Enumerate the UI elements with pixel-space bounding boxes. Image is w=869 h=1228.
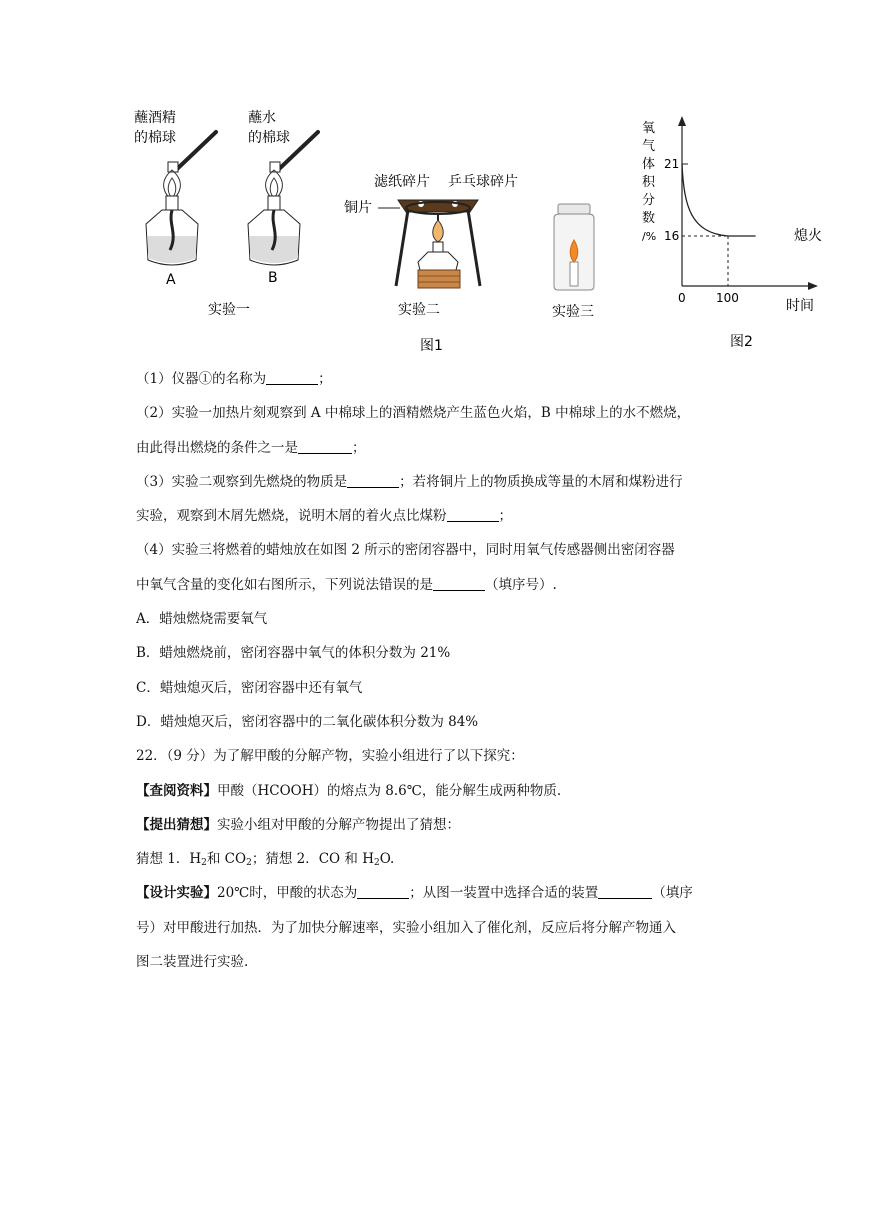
label-pingpong: 乒乓球碎片 [448, 174, 518, 190]
label-alcohol-cotton-2: 的棉球 [134, 130, 176, 146]
design-blank-1 [357, 883, 409, 899]
option-c: C．蜡烛熄灭后，密闭容器中还有氧气 [136, 679, 363, 696]
copper-plate-apparatus [344, 173, 518, 318]
design-text-b: ；从图一装置中选择合适的装置 [409, 885, 599, 902]
ylabel-unit: /% [642, 230, 657, 243]
q3-text-a: （3）实验二观察到先燃烧的物质是 [136, 473, 348, 490]
guess-1-a: 猜想 1．H [136, 851, 202, 868]
lamp-a-label: A [166, 272, 176, 288]
figure-2-title: 图2 [730, 334, 753, 350]
guess-1-b: 和 CO [206, 851, 247, 868]
q22-heading: 22．（9 分）为了解甲酸的分解产物，实验小组进行了以下探究： [136, 748, 524, 765]
q1-blank [266, 369, 318, 385]
x-tick-100: 100 [716, 291, 739, 305]
q3-line2 [136, 499, 756, 533]
guess-2-b: O. [379, 851, 395, 868]
ylabel-char-2: 气 [642, 139, 656, 154]
q3-blank-1 [347, 472, 399, 488]
ylabel-char-5: 分 [642, 193, 656, 208]
y-tick-16: 16 [664, 229, 680, 243]
option-d: D．蜡烛熄灭后，密闭容器中的二氧化碳体积分数为 84% [136, 713, 479, 730]
reference-tag: 【查阅资料】 [136, 782, 217, 799]
ylabel-char-6: 数 [642, 211, 656, 226]
guesses [136, 842, 756, 876]
ylabel-char-4: 积 [642, 175, 656, 190]
q2-text: 由此得出燃烧的条件之一是 [136, 439, 298, 456]
option-b: B．蜡烛燃烧前，密闭容器中氧气的体积分数为 21% [136, 645, 451, 662]
candle-jar [552, 204, 594, 320]
q1-end: ； [318, 371, 332, 387]
q4-line1: （4）实验三将燃着的蜡烛放在如图 2 所示的密闭容器中，同时用氧气传感器侧出密闭容器 [136, 542, 675, 559]
design-line2: 号）对甲酸进行加热．为了加快分解速率，实验小组加入了催化剂，反应后将分解产物通入 [136, 919, 676, 936]
q3-end: ； [498, 508, 512, 525]
label-copper-plate: 铜片 [344, 200, 372, 216]
q2-line1: （2）实验一加热片刻观察到 A 中棉球上的酒精燃烧产生蓝色火焰，B 中棉球上的水不燃烧， [136, 405, 691, 422]
design-tag: 【设计实验】 [136, 885, 217, 902]
q2-blank [298, 438, 352, 454]
figure-1-title: 图1 [420, 338, 443, 354]
oxygen-curve [682, 164, 756, 236]
hypothesis-text: 实验小组对甲酸的分解产物提出了猜想： [217, 816, 460, 833]
ylabel-char-3: 体 [642, 157, 656, 172]
exp3-caption: 实验三 [552, 304, 594, 320]
design-line1 [136, 876, 756, 910]
design-line3: 图二装置进行实验. [136, 954, 249, 971]
lamp-b-label: B [268, 270, 278, 286]
q2-end: ； [352, 439, 366, 456]
guess-2-a: ；猜想 2．CO 和 H [251, 851, 374, 868]
label-water-cotton-2: 的棉球 [248, 130, 290, 146]
q1 [136, 362, 756, 396]
q1-text: （1）仪器①的名称为 [136, 371, 267, 387]
label-water-cotton-1: 蘸水 [248, 110, 276, 126]
alcohol-lamp-a [134, 109, 216, 288]
exp2-caption: 实验二 [398, 302, 440, 318]
question-text [136, 362, 756, 979]
alcohol-lamp-b [248, 109, 318, 286]
ylabel-char-1: 氧 [642, 121, 656, 136]
y-tick-21: 21 [664, 157, 680, 171]
x-axis-label: 时间 [786, 298, 814, 314]
q4-end: （填序号）. [485, 576, 557, 593]
sub-2-a: 2 [201, 858, 207, 869]
q4-blank [433, 575, 485, 591]
sub-2-b: 2 [246, 858, 252, 869]
q3-line1 [136, 465, 756, 499]
reference-text: 甲酸（HCOOH）的熔点为 8.6℃，能分解生成两种物质. [217, 782, 562, 799]
design-text-a: 20℃时，甲酸的状态为 [217, 885, 358, 902]
q3-blank-2 [447, 506, 499, 522]
design-blank-2 [598, 883, 652, 899]
sub-2-c: 2 [373, 858, 380, 869]
figure-1 [128, 100, 628, 360]
q2-line2 [136, 431, 756, 465]
hypothesis-tag: 【提出猜想】 [136, 816, 217, 833]
q4-text: 中氧气含量的变化如右图所示，下列说法错误的是 [136, 576, 433, 593]
label-alcohol-cotton-1: 蘸酒精 [134, 110, 176, 126]
x-tick-0: 0 [678, 291, 686, 305]
q3-text-b: ；若将铜片上的物质换成等量的木屑和煤粉进行 [399, 473, 683, 490]
q4-line2 [136, 568, 756, 602]
exp1-caption: 实验一 [208, 302, 250, 318]
label-filter-paper: 滤纸碎片 [374, 174, 430, 190]
annotation-extinguish: 熄火 [794, 228, 822, 244]
hypothesis [136, 808, 756, 842]
figure-2-chart [634, 110, 834, 355]
option-a: A．蜡烛燃烧需要氧气 [136, 611, 268, 628]
reference-info [136, 774, 756, 808]
q3-text-c: 实验，观察到木屑先燃烧，说明木屑的着火点比煤粉 [136, 508, 447, 525]
design-text-c: （填序 [652, 885, 693, 902]
